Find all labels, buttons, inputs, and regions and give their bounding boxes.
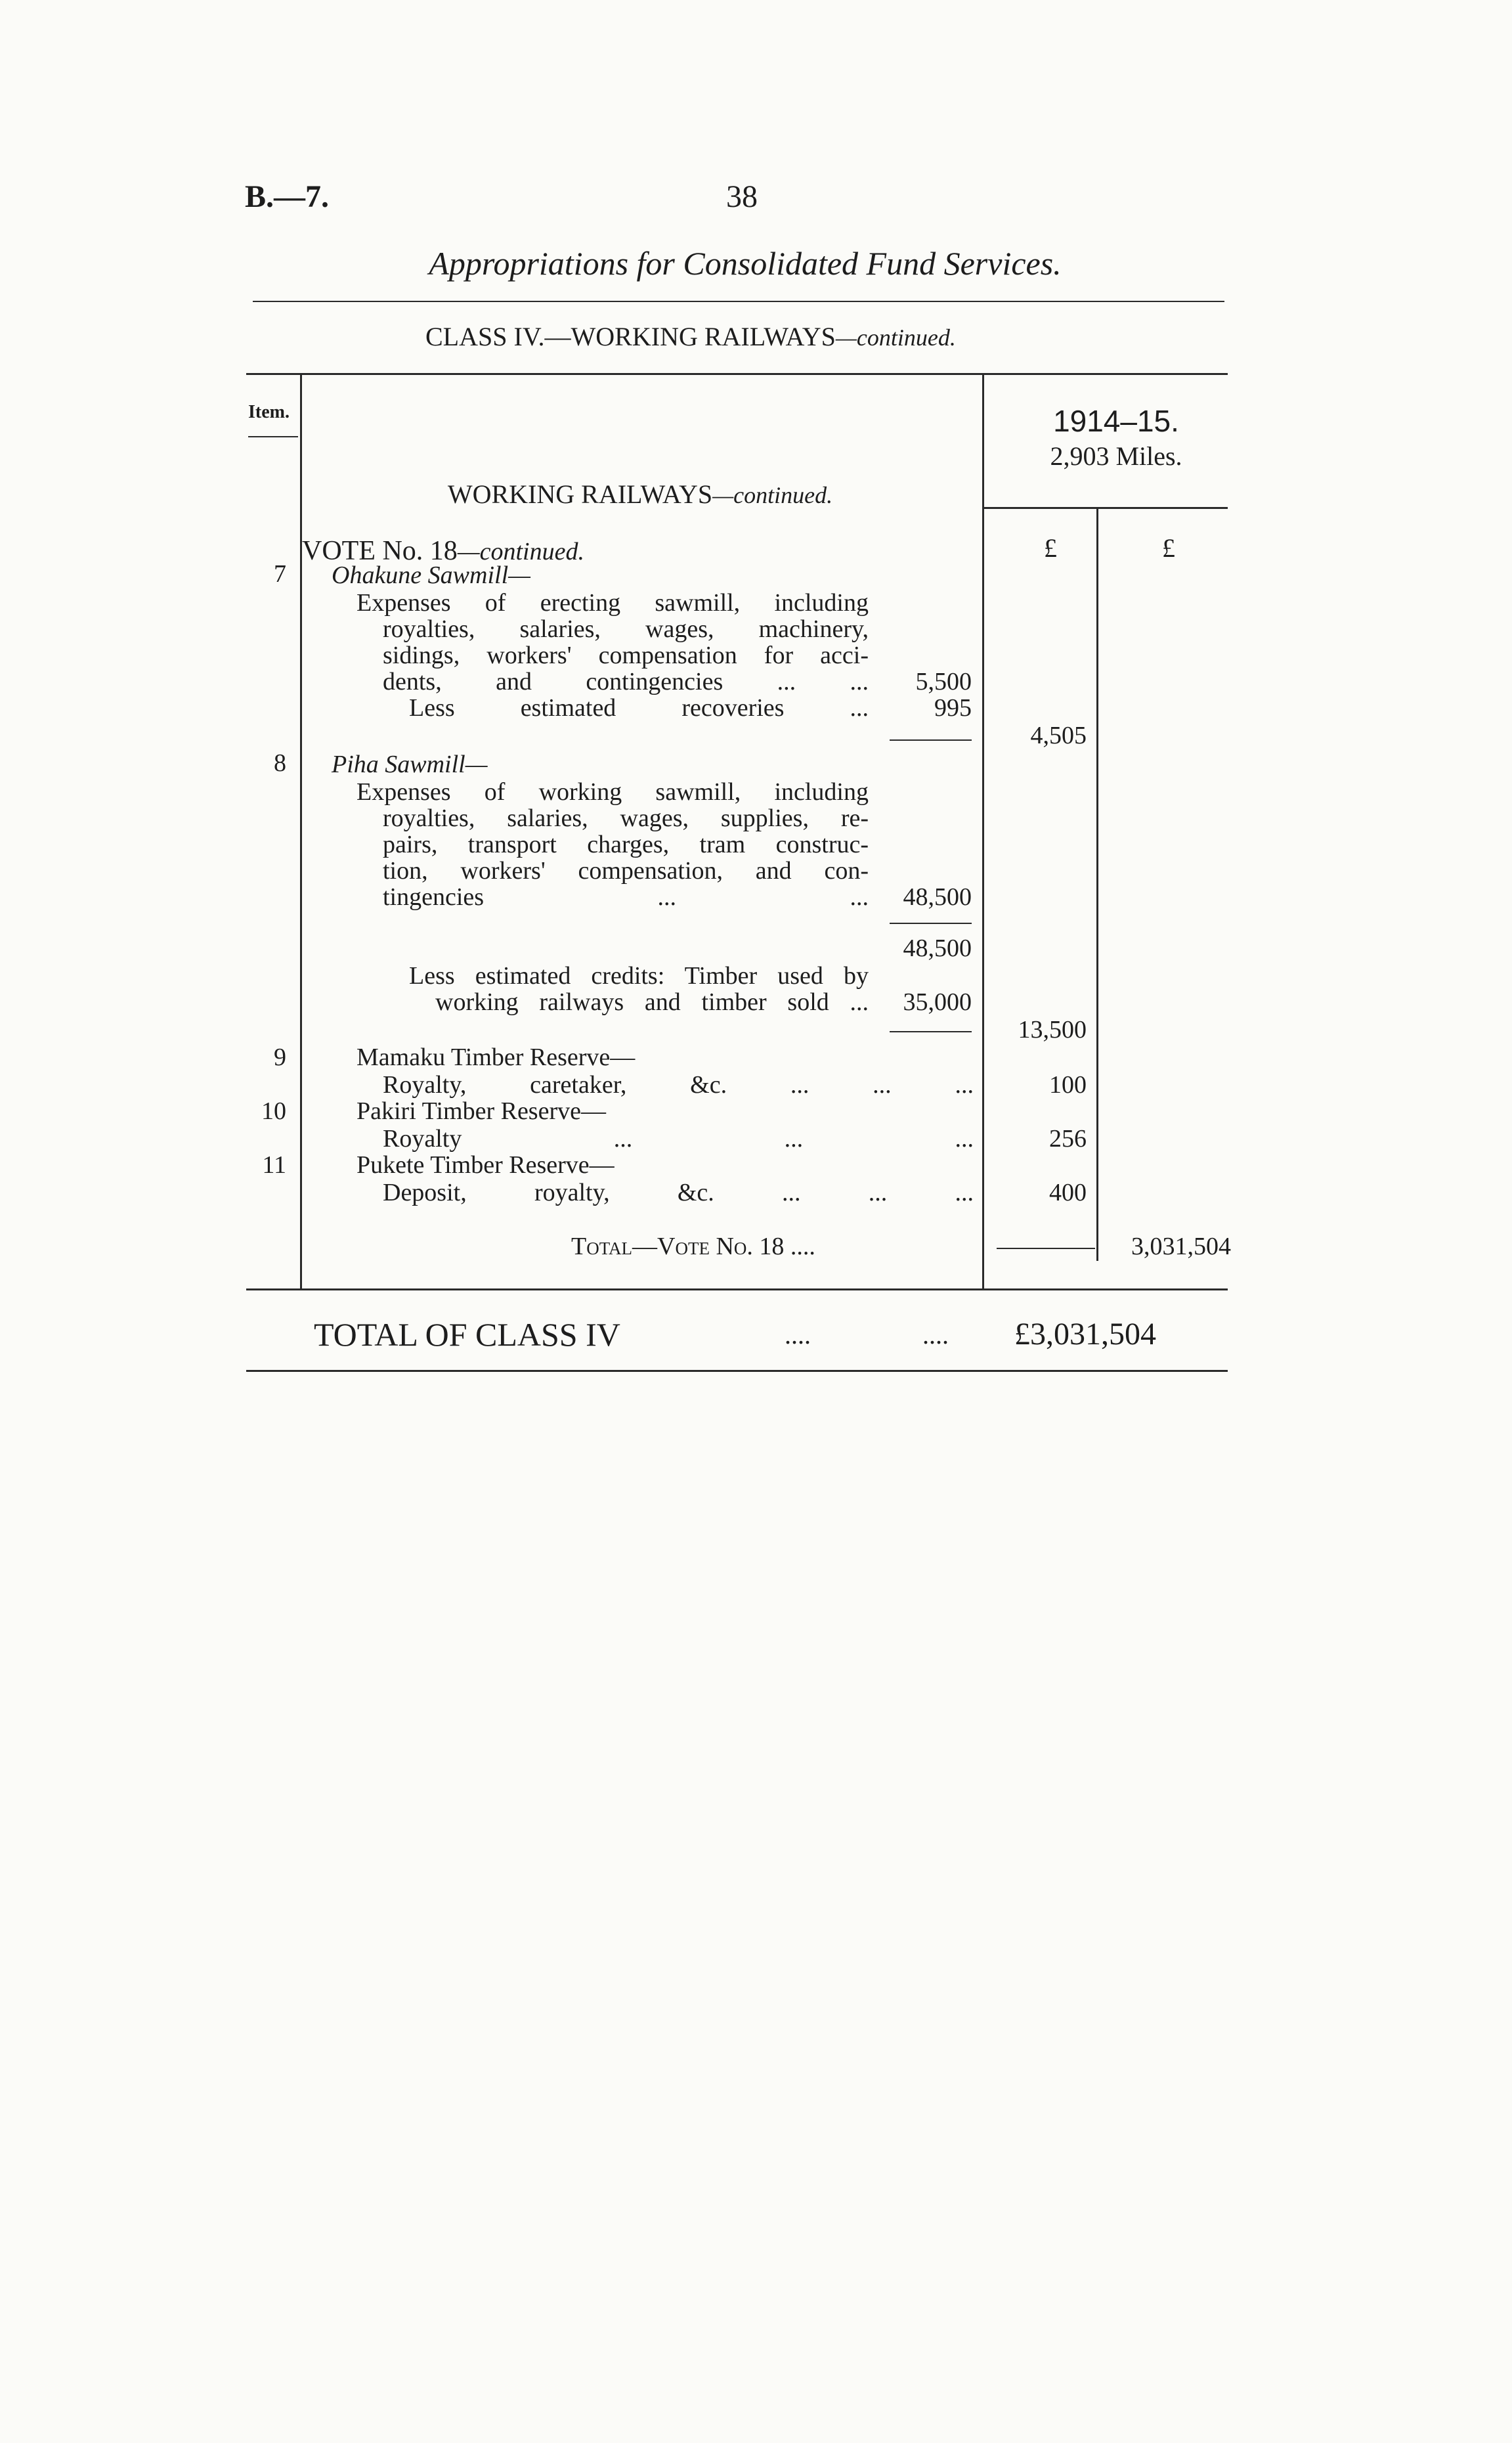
page-bottom-rule: [246, 1370, 1228, 1372]
vote-total-rule: [997, 1248, 1095, 1249]
item-column-rule: [300, 373, 302, 1290]
title-rule: [253, 301, 1224, 302]
class-heading: [425, 322, 956, 353]
item-number-10: 10: [261, 1097, 286, 1125]
section-title-text: WORKING RAILWAYS: [447, 479, 713, 509]
table-bottom-rule: [246, 1288, 1228, 1290]
item-8-sum-rule: [890, 1031, 972, 1032]
item-7-net: 4,505: [1030, 722, 1087, 749]
document-reference: B.—7.: [245, 179, 330, 214]
pound-sign-net: £: [1044, 533, 1057, 563]
item-8-subtotal: 48,500: [903, 935, 972, 962]
vote-heading-suffix: —continued.: [457, 538, 584, 565]
table-top-rule: [246, 373, 1228, 375]
item-7-desc-line-3: sidings, workers' compensation for acci-: [383, 642, 869, 669]
item-9-detail: Royalty, caretaker, &c. ... ... ...: [383, 1071, 974, 1099]
class-heading-suffix: —continued.: [835, 324, 956, 351]
item-7-desc-line-1: Expenses of erecting sawmill, including: [356, 589, 869, 617]
item-10-net: 256: [1049, 1125, 1087, 1153]
vote-total-value: 3,031,504: [1131, 1233, 1231, 1260]
fiscal-year: 1914–15.: [1053, 404, 1179, 438]
item-10-detail: Royalty ... ... ...: [383, 1125, 974, 1153]
item-8-desc-line-4: tion, workers' compensation, and con-: [383, 857, 869, 885]
item-number-11: 11: [262, 1151, 286, 1179]
item-10-name: Pakiri Timber Reserve—: [356, 1097, 606, 1125]
item-7-less-value: 995: [934, 694, 972, 722]
item-8-gross: 48,500: [903, 883, 972, 911]
amount-column-rule: [982, 373, 984, 1290]
section-title: [302, 479, 978, 510]
item-8-name: Piha Sawmill—: [332, 751, 488, 778]
item-8-gross-rule: [890, 923, 972, 924]
item-8-less-label-2: working railways and timber sold ...: [435, 988, 869, 1016]
item-7-sum-rule: [890, 739, 972, 741]
item-number-8: 8: [274, 749, 286, 777]
item-8-less-value: 35,000: [903, 988, 972, 1016]
section-title-suffix: —continued.: [712, 482, 833, 508]
year-header-rule: [982, 507, 1228, 509]
item-11-name: Pukete Timber Reserve—: [356, 1151, 615, 1179]
class-total-value: £3,031,504: [1014, 1317, 1156, 1352]
item-8-desc-line-5: tingencies ... ...: [383, 883, 869, 911]
item-7-gross: 5,500: [915, 668, 972, 695]
item-11-detail: Deposit, royalty, &c. ... ... ...: [383, 1179, 974, 1206]
page-number: 38: [726, 179, 758, 214]
class-total-dots-1: ....: [785, 1320, 811, 1350]
net-column-rule: [1096, 507, 1098, 1261]
vote-total-label: Total—Vote No. 18 ....: [571, 1233, 815, 1260]
item-8-net: 13,500: [1018, 1016, 1087, 1044]
class-total-label: TOTAL OF CLASS IV: [314, 1316, 620, 1353]
class-total-dots-2: ....: [922, 1320, 949, 1350]
item-column-header: Item.: [248, 402, 290, 422]
item-7-desc-line-4: dents, and contingencies ... ...: [383, 668, 869, 695]
item-8-less-label-1: Less estimated credits: Timber used by: [409, 962, 869, 990]
item-8-desc-line-1: Expenses of working sawmill, including: [356, 778, 869, 806]
item-7-desc-line-2: royalties, salaries, wages, machinery,: [383, 615, 869, 643]
item-11-net: 400: [1049, 1179, 1087, 1206]
item-7-name: Ohakune Sawmill—: [332, 561, 530, 589]
item-9-name: Mamaku Timber Reserve—: [356, 1044, 636, 1071]
page-title: Appropriations for Consolidated Fund Services.: [429, 245, 1062, 282]
item-number-7: 7: [274, 560, 286, 588]
item-7-less-label: Less estimated recoveries ...: [409, 694, 869, 722]
item-8-desc-line-2: royalties, salaries, wages, supplies, re-: [383, 804, 869, 832]
item-9-net: 100: [1049, 1071, 1087, 1099]
pound-sign-total: £: [1162, 533, 1175, 563]
railway-miles: 2,903 Miles.: [1050, 441, 1182, 471]
item-8-desc-line-3: pairs, transport charges, tram construc-: [383, 831, 869, 858]
item-header-rule: [248, 436, 298, 437]
class-heading-text: CLASS IV.—WORKING RAILWAYS: [425, 322, 836, 351]
vote-heading-text: VOTE No. 18: [302, 536, 458, 566]
item-number-9: 9: [274, 1044, 286, 1071]
